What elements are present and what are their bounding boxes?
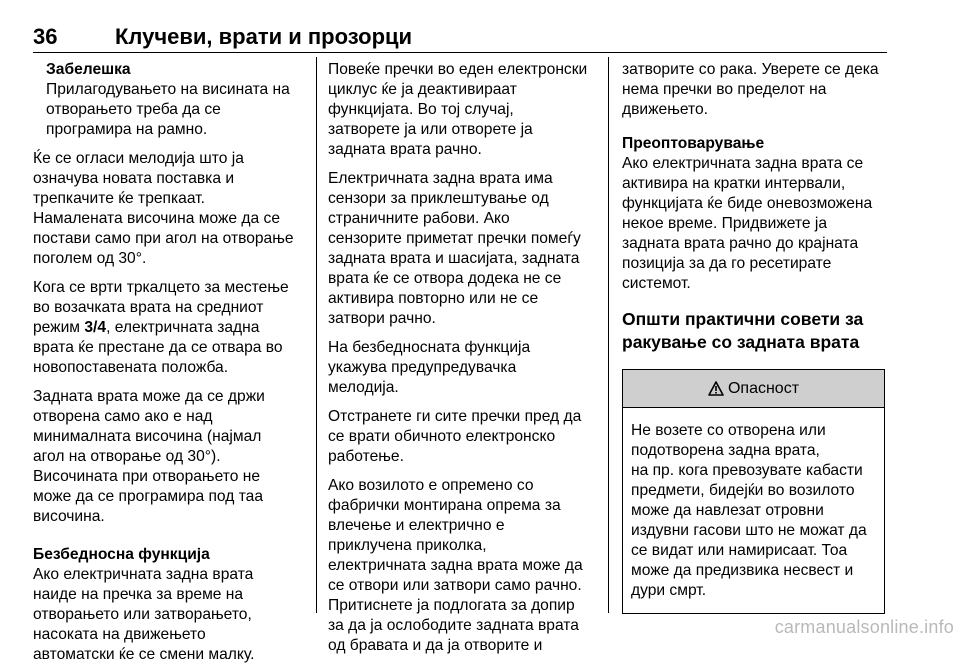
text-line: Не возете со отворена или [631, 422, 826, 439]
warning-body [623, 408, 884, 613]
text-line: се врати обичното електронско [328, 428, 556, 445]
text-line: постави само при агол на отворање [33, 230, 294, 247]
text-line: Ќе се огласи мелодија што ја [33, 150, 244, 167]
text-line: се видат или намирисаат. Тоа [631, 542, 848, 559]
section-heading: Безбедносна функција [33, 546, 210, 563]
text-line: Намалената височина може да се [33, 210, 280, 227]
page-title: Клучеви, врати и прозорци [115, 24, 413, 49]
text-line: новопоставената положба. [33, 359, 229, 376]
column-divider [608, 57, 609, 613]
text-line: на пр. кога превозувате кабасти [631, 462, 863, 479]
text-line: Притиснете ја подлогата за допир [328, 597, 575, 614]
paragraph [328, 476, 598, 656]
text-line: трепкачите ќе трепкаат. [33, 190, 205, 207]
text-line: од бравата и да ја отворите и [328, 637, 543, 654]
warning-header [623, 370, 884, 408]
text-line: врата ќе престане да се отвара во [33, 339, 283, 356]
text-line: затворите со рака. Уверете се дека [622, 61, 879, 78]
text-line: означува новата поставка и [33, 170, 235, 187]
paragraph [328, 338, 598, 398]
text-line: активира на кратки интервали, [622, 175, 846, 192]
text-line: мелодија. [328, 379, 399, 396]
text-line: височина. [33, 508, 105, 525]
text-line: циклус ќе ја деактивираат [328, 81, 517, 98]
text-line: насоката на движењето [33, 626, 206, 643]
safety-section [33, 545, 310, 665]
text-line: може да навлезат отровни [631, 502, 824, 519]
note-block [33, 60, 310, 140]
text-line: агол на отворање од 30°). [33, 448, 221, 465]
text-line: функцијата ќе биде оневозможена [622, 195, 873, 212]
text-line: дури смрт. [631, 582, 707, 599]
column-2 [328, 60, 598, 656]
text-line: Височината при отворањето не [33, 468, 260, 485]
text-line: Ако електричната задна врата се [622, 155, 864, 172]
text-line: движењето. [622, 101, 708, 118]
text-line: приклучена приколка, [328, 537, 487, 554]
text-line [33, 318, 310, 338]
note-heading: Забелешка [46, 61, 131, 78]
text-line: сензори за приклештување од [328, 190, 549, 207]
paragraph [328, 407, 598, 467]
warning-triangle-icon [708, 381, 724, 396]
paragraph [622, 60, 888, 120]
text-line: задната врата и шасијата, задната [328, 250, 580, 267]
text-line: во возачката врата на средниот [33, 299, 264, 316]
text-line: автоматски ќе се смени малку. [33, 646, 255, 663]
text-line: некое време. Придвижете ја [622, 215, 828, 232]
text-line: активира повторно или не се [328, 290, 539, 307]
text-line: Задната врата може да се држи [33, 388, 265, 405]
text-line: може да се програмира под таа [33, 488, 264, 505]
text-line: програмира на рамно. [46, 121, 208, 138]
text-line: отворањето или затворањето, [33, 606, 252, 623]
page-header [33, 24, 887, 52]
text-line: На безбедносната функција [328, 339, 531, 356]
text-line: издувни гасови што не можат да [631, 522, 867, 539]
page-number: 36 [33, 24, 58, 49]
text-line: задната врата рачно. [328, 141, 482, 158]
column-1 [33, 60, 310, 665]
paragraph [328, 60, 598, 160]
paragraph [33, 278, 310, 378]
text-line: фабрички монтирана опрема за [328, 497, 561, 514]
text-line: отворена само ако е над [33, 408, 213, 425]
header-rule [33, 52, 887, 53]
text-fragment: режим [33, 319, 85, 336]
text-line: функцијата. Во тој случај, [328, 101, 514, 118]
text-line: отворањето треба да се [46, 101, 221, 118]
tips-heading [622, 308, 888, 354]
column-3 [622, 60, 888, 614]
text-line: се отвори или затвори само рачно. [328, 577, 582, 594]
paragraph [33, 149, 310, 269]
text-line: Електричната задна врата има [328, 170, 553, 187]
text-line: затвори рачно. [328, 310, 436, 327]
text-line: системот. [622, 275, 691, 292]
text-fragment: , електричната задна [106, 319, 260, 336]
section-heading: ракување со задната врата [622, 332, 860, 352]
text-line: Кога се врти тркалцето за местење [33, 279, 289, 296]
section-heading: Општи практични совети за [622, 309, 864, 329]
paragraph [33, 387, 310, 527]
text-line: Ако возилото е опремено со [328, 477, 534, 494]
section-heading: Преоптоварување [622, 135, 765, 152]
text-line: страничните рабови. Ако [328, 210, 510, 227]
warning-title: Опасност [727, 379, 800, 397]
text-line: минималната височина (најмал [33, 428, 262, 445]
warning-box [622, 369, 885, 614]
mode-value: 3/4 [84, 319, 107, 336]
text-line: Прилагодувањето на висината на [46, 81, 290, 98]
text-line: нема пречки во пределот на [622, 81, 827, 98]
text-line: Ако електричната задна врата [33, 566, 254, 583]
text-line: укажува предупредувачка [328, 359, 517, 376]
text-line: влечење и електрично е [328, 517, 505, 534]
overload-section [622, 134, 888, 294]
text-line: задната врата рачно до крајната [622, 235, 859, 252]
text-line: Отстранете ги сите пречки пред да [328, 408, 582, 425]
text-line: Повеќе пречки во еден електронски [328, 61, 588, 78]
text-line: електричната задна врата може да [328, 557, 583, 574]
column-divider [316, 57, 317, 613]
text-line: поголем од 30°. [33, 250, 147, 267]
text-line: врата ќе се отвора додека не се [328, 270, 562, 287]
paragraph [328, 169, 598, 329]
text-line: работење. [328, 448, 404, 465]
text-line: позиција за да го ресетирате [622, 255, 832, 272]
text-line: предмети, бидејќи во возилото [631, 482, 855, 499]
text-line: за да ја ослободите задната врата [328, 617, 579, 634]
text-line: сензорите приметат пречки помеѓу [328, 230, 581, 247]
text-line: наиде на пречка за време на [33, 586, 244, 603]
text-line: затворете ја или отворете ја [328, 121, 533, 138]
text-line: подотворена задна врата, [631, 442, 820, 459]
watermark: carmanualsonline.info [774, 617, 954, 637]
text-line: може да предизвика несвест и [631, 562, 854, 579]
